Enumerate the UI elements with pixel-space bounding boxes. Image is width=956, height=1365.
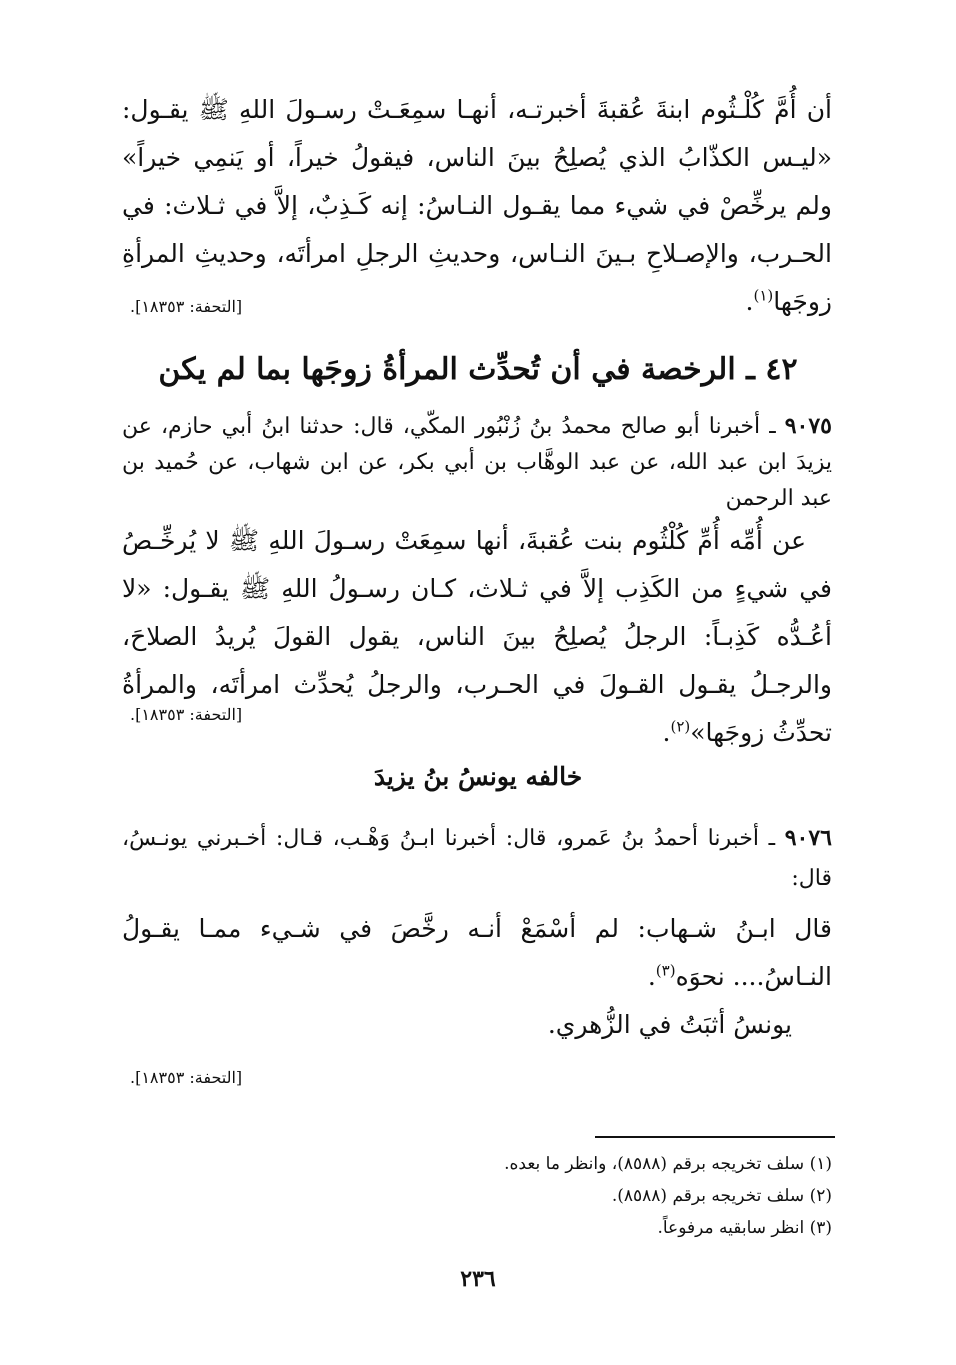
period: . — [662, 718, 671, 747]
footnote-1: (١) سلف تخريجه برقم (٨٥٨٨)، وانظر ما بعده. — [504, 1154, 832, 1174]
tuhfa-reference: [التحفة: ١٨٣٥٣]. — [130, 1068, 243, 1087]
footnote-2: (٢) سلف تخريجه برقم (٨٥٨٨). — [611, 1186, 832, 1206]
footnote-divider — [595, 1136, 835, 1138]
isnad-text: ـ أخبرنا أحمدُ بنُ عَمرو، قال: أخبرنا ابـنُ وَهْـب، قـال: أخـبرني يونـسُ، قال: — [122, 826, 832, 891]
chapter-heading: ٤٢ ـ الرخصة في أن تُحدِّث المرأةُ زوجَها بما لم يكن — [158, 352, 798, 387]
tuhfa-reference: [التحفة: ١٨٣٥٣]. — [130, 297, 243, 316]
footnote-3: (٣) انظر سابقيه مرفوعاً. — [657, 1218, 832, 1238]
matn-text: قال ابـنُ شـهاب: لم أسْمَعْ أنـه رخَّصَ في شـيء ممـا يقـولُ النـاسُ.... نحوَه — [122, 914, 832, 991]
hadith-number: ٩٠٧٦ — [784, 825, 832, 851]
footnotes — [332, 1148, 832, 1244]
footnote-marker[interactable]: (٢) — [670, 717, 691, 736]
hadith-isnad — [122, 818, 832, 899]
isnad-text: ـ أخبرنا أبو صالح محمدُ بنُ زُنْبُور المكّي، قال: حدثنا ابنُ أبي حازم، عن يزيدَ ابن عبد الله، عن عبد الوهَّاب بن أبي بكر، عن ابن شهاب، عن حُميد بن عبد الرحمن — [122, 414, 832, 511]
section-heading: خالفه يونسُ بنُ يزيدَ — [373, 762, 583, 791]
paragraph-continued — [122, 86, 832, 326]
hadith-number: ٩٠٧٥ — [784, 413, 832, 439]
footnote-marker[interactable]: (٣) — [655, 961, 676, 980]
hadith-isnad — [122, 408, 832, 517]
matn-text: عن أُمِّه أُمِّ كُلْثُوم بنت عُقبةَ، أنها سمِعَتْ رسـولَ اللهِ ﷺ لا يُرخِّـصُ في شيءٍ من الكَذِب إلاَّ في ثـلاث، كـان رسـولُ اللهِ ﷺ يقـول: «لا أعُـدُّه كَذِبـاً: الرجلُ يُصلِحُ بينَ الناس، يقول القولَ يُريدُ الصلاحَ، والرجـلُ يقـول القـولَ في الحـرب، والرجلُ يُحدِّث امرأتَه، والمرأةُ تحدِّثُ زوجَها» — [122, 526, 832, 747]
paragraph-text: أن أُمَّ كُلْـثُوم ابنةَ عُقبةَ أخبرتـه، أنهـا سمِعَـتْ رسـولَ اللهِ ﷺ يقـول: «ليـس الكذّابُ الذي يُصلِحُ بينَ الناس، فيقولُ خيراً، أو يَنمِي خيراً» ولم يرخِّصْ في شيء مما يقـول النـاسُ: إنه كَـذِبٌ، إلاَّ في ثـلاث: في الحـرب، والإصـلاحِ بـينَ النـاس، وحديثِ الرجلِ امرأتَه، وحديثِ المرأةِ زوجَها — [122, 95, 832, 316]
tuhfa-reference: [التحفة: ١٨٣٥٣]. — [130, 705, 243, 724]
footnote-marker[interactable]: (١) — [753, 286, 774, 305]
period: . — [745, 287, 754, 316]
editor-comment: يونسُ أثبَتُ في الزُّهري. — [547, 1010, 792, 1039]
hadith-matn — [122, 905, 832, 1001]
hadith-9076 — [122, 818, 832, 1049]
period: . — [647, 962, 656, 991]
page-number: ٢٣٦ — [460, 1266, 496, 1292]
